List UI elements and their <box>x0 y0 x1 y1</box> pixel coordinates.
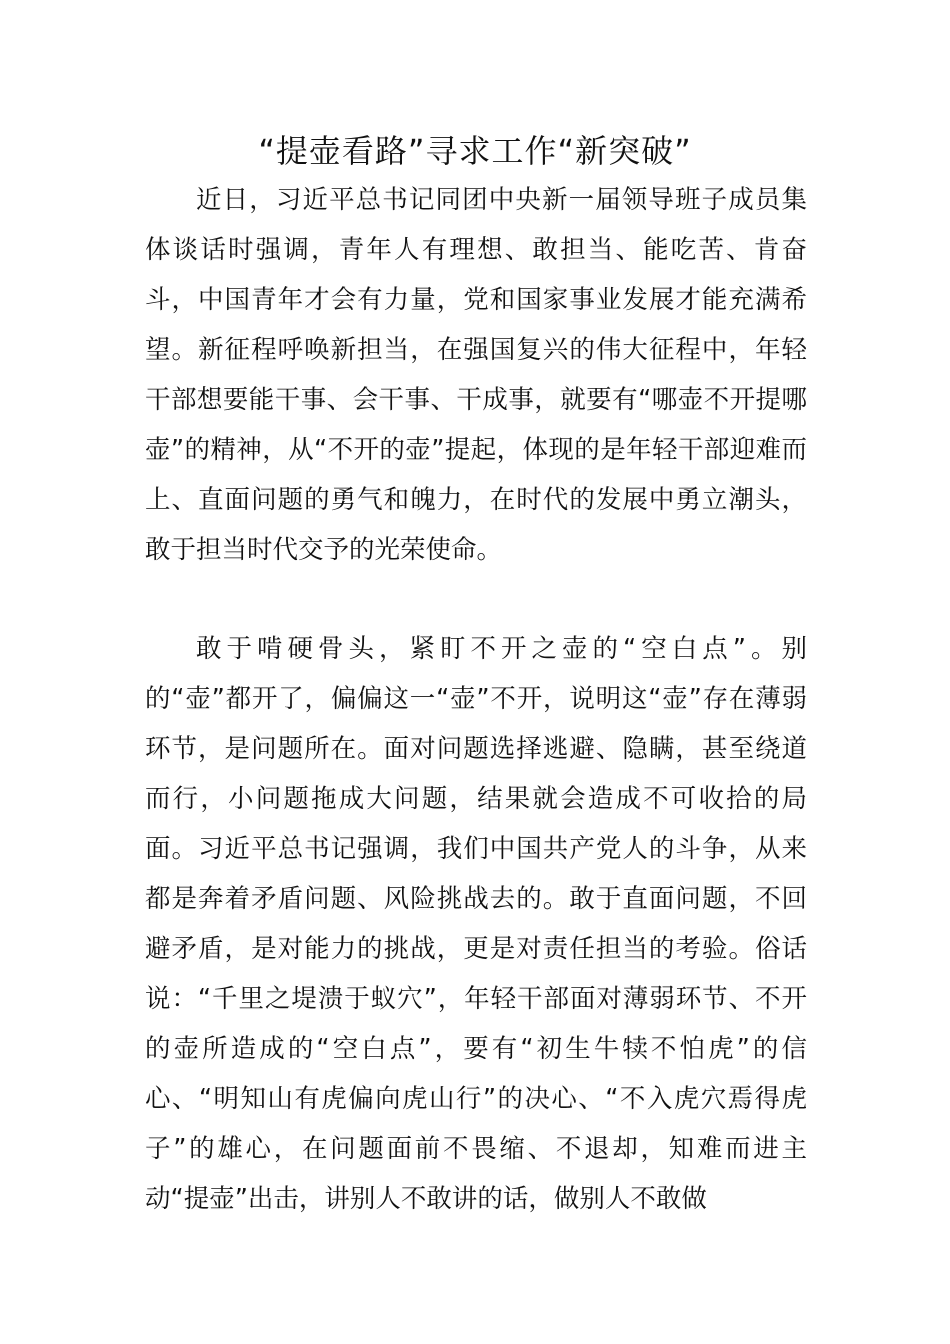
document-title: “提壶看路”寻求工作“新突破” <box>258 132 692 170</box>
paragraph-intro: 近日，习近平总书记同团中央新一届领导班子成员集体谈话时强调，青年人有理想、敢担当、能吃苦、肯奋斗，中国青年才会有力量，党和国家事业发展才能充满希望。新征程呼唤新担当，在强国复兴的伟大征程中，年轻干部想要能干事、会干事、干成事，就要有“哪壶不开提哪壶”的精神，从“不开的壶”提起，体现的是年轻干部迎难而上、直面问题的勇气和魄力，在时代的发展中勇立潮头，敢于担当时代交予的光荣使命。 <box>145 185 807 565</box>
paragraph-body: 敢于啃硬骨头，紧盯不开之壶的“空白点”。别的“壶”都开了，偏偏这一“壶”不开，说明这“壶”存在薄弱环节，是问题所在。面对问题选择逃避、隐瞒，甚至绕道而行，小问题拖成大问题，结果就会造成不可收拾的局面。习近平总书记强调，我们中国共产党人的斗争，从来都是奔着矛盾问题、风险挑战去的。敢于直面问题，不回避矛盾，是对能力的挑战，更是对责任担当的考验。俗话说：“千里之堤溃于蚁穴”，年轻干部面对薄弱环节、不开的壶所造成的“空白点”，要有“初生牛犊不怕虎”的信心、“明知山有虎偏向虎山行”的决心、“不入虎穴焉得虎子”的雄心，在问题面前不畏缩、不退却，知难而进主动“提壶”出击，讲别人不敢讲的话，做别人不敢做 <box>145 634 807 1214</box>
